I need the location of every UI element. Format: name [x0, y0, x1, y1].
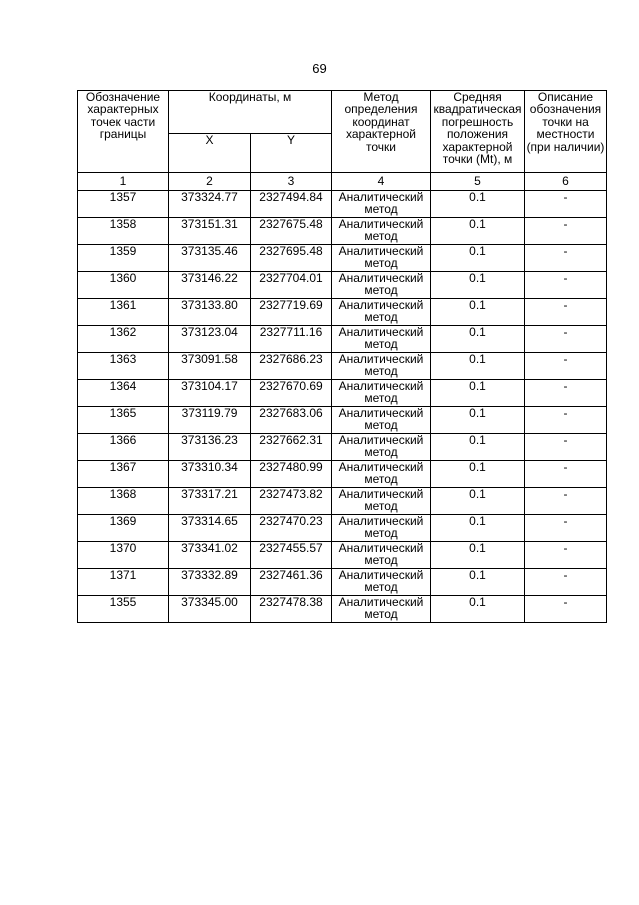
- cell-description: -: [525, 596, 607, 623]
- cell-x: 373136.23: [169, 434, 251, 461]
- cell-mt: 0.1: [431, 326, 525, 353]
- cell-point: 1365: [78, 407, 169, 434]
- cell-x: 373341.02: [169, 542, 251, 569]
- cell-description: -: [525, 569, 607, 596]
- cell-y: 2327670.69: [251, 380, 332, 407]
- cell-description: -: [525, 326, 607, 353]
- cell-description: -: [525, 353, 607, 380]
- cell-x: 373119.79: [169, 407, 251, 434]
- cell-method: Аналитический метод: [332, 434, 431, 461]
- cell-x: 373314.65: [169, 515, 251, 542]
- cell-description: -: [525, 299, 607, 326]
- cell-y: 2327455.57: [251, 542, 332, 569]
- column-number: 6: [525, 173, 607, 191]
- cell-method: Аналитический метод: [332, 353, 431, 380]
- cell-point: 1371: [78, 569, 169, 596]
- header-point-designation: Обозначение характерных точек части границы: [78, 91, 169, 173]
- table-row: [78, 461, 607, 488]
- table-row: [78, 434, 607, 461]
- cell-method: Аналитический метод: [332, 218, 431, 245]
- cell-mt: 0.1: [431, 380, 525, 407]
- cell-mt: 0.1: [431, 434, 525, 461]
- cell-mt: 0.1: [431, 488, 525, 515]
- cell-mt: 0.1: [431, 272, 525, 299]
- cell-x: 373317.21: [169, 488, 251, 515]
- cell-y: 2327686.23: [251, 353, 332, 380]
- table-row: [78, 245, 607, 272]
- table-row: [78, 218, 607, 245]
- cell-method: Аналитический метод: [332, 542, 431, 569]
- cell-point: 1359: [78, 245, 169, 272]
- cell-description: -: [525, 191, 607, 218]
- cell-point: 1360: [78, 272, 169, 299]
- cell-x: 373310.34: [169, 461, 251, 488]
- table-row: [78, 326, 607, 353]
- cell-x: 373324.77: [169, 191, 251, 218]
- cell-mt: 0.1: [431, 515, 525, 542]
- header-description: Описание обозначения точки на местности (при наличии): [525, 91, 607, 173]
- cell-description: -: [525, 515, 607, 542]
- cell-mt: 0.1: [431, 542, 525, 569]
- cell-y: 2327494.84: [251, 191, 332, 218]
- cell-x: 373135.46: [169, 245, 251, 272]
- page-number: 69: [312, 61, 327, 76]
- cell-y: 2327461.36: [251, 569, 332, 596]
- cell-point: 1368: [78, 488, 169, 515]
- cell-method: Аналитический метод: [332, 569, 431, 596]
- cell-y: 2327478.38: [251, 596, 332, 623]
- cell-y: 2327675.48: [251, 218, 332, 245]
- table-row: [78, 515, 607, 542]
- cell-mt: 0.1: [431, 407, 525, 434]
- cell-x: 373332.89: [169, 569, 251, 596]
- cell-x: 373123.04: [169, 326, 251, 353]
- cell-y: 2327470.23: [251, 515, 332, 542]
- header-method: Метод определения координат характерной точки: [332, 91, 431, 173]
- cell-description: -: [525, 245, 607, 272]
- cell-mt: 0.1: [431, 191, 525, 218]
- cell-mt: 0.1: [431, 461, 525, 488]
- cell-point: 1358: [78, 218, 169, 245]
- table-row: [78, 353, 607, 380]
- header-coordinates: Координаты, м: [169, 91, 332, 134]
- column-number: 1: [78, 173, 169, 191]
- table-row: [78, 542, 607, 569]
- cell-x: 373104.17: [169, 380, 251, 407]
- column-number: 4: [332, 173, 431, 191]
- cell-point: 1369: [78, 515, 169, 542]
- cell-description: -: [525, 461, 607, 488]
- cell-point: 1366: [78, 434, 169, 461]
- cell-y: 2327711.16: [251, 326, 332, 353]
- cell-mt: 0.1: [431, 596, 525, 623]
- cell-x: 373151.31: [169, 218, 251, 245]
- cell-y: 2327704.01: [251, 272, 332, 299]
- cell-description: -: [525, 407, 607, 434]
- cell-y: 2327719.69: [251, 299, 332, 326]
- table-row: [78, 191, 607, 218]
- cell-description: -: [525, 218, 607, 245]
- cell-x: 373146.22: [169, 272, 251, 299]
- cell-x: 373091.58: [169, 353, 251, 380]
- table-row: [78, 569, 607, 596]
- cell-method: Аналитический метод: [332, 461, 431, 488]
- cell-y: 2327473.82: [251, 488, 332, 515]
- cell-y: 2327695.48: [251, 245, 332, 272]
- cell-method: Аналитический метод: [332, 407, 431, 434]
- cell-mt: 0.1: [431, 353, 525, 380]
- cell-x: 373345.00: [169, 596, 251, 623]
- cell-method: Аналитический метод: [332, 272, 431, 299]
- boundary-points-table: [77, 90, 607, 623]
- cell-point: 1361: [78, 299, 169, 326]
- table-row: [78, 380, 607, 407]
- cell-description: -: [525, 542, 607, 569]
- cell-method: Аналитический метод: [332, 515, 431, 542]
- cell-y: 2327662.31: [251, 434, 332, 461]
- column-number: 5: [431, 173, 525, 191]
- cell-method: Аналитический метод: [332, 488, 431, 515]
- cell-y: 2327683.06: [251, 407, 332, 434]
- header-y: Y: [251, 134, 332, 173]
- cell-point: 1355: [78, 596, 169, 623]
- cell-point: 1362: [78, 326, 169, 353]
- cell-method: Аналитический метод: [332, 191, 431, 218]
- cell-method: Аналитический метод: [332, 245, 431, 272]
- cell-description: -: [525, 380, 607, 407]
- cell-point: 1370: [78, 542, 169, 569]
- cell-point: 1367: [78, 461, 169, 488]
- cell-point: 1364: [78, 380, 169, 407]
- cell-x: 373133.80: [169, 299, 251, 326]
- table-row: [78, 407, 607, 434]
- cell-mt: 0.1: [431, 299, 525, 326]
- column-numbers-row: [78, 173, 607, 191]
- cell-mt: 0.1: [431, 218, 525, 245]
- header-x: X: [169, 134, 251, 173]
- header-accuracy: Средняя квадратическая погрешность положения характерной точки (Mt), м: [431, 91, 525, 173]
- cell-method: Аналитический метод: [332, 380, 431, 407]
- table-row: [78, 596, 607, 623]
- table-row: [78, 272, 607, 299]
- table-row: [78, 299, 607, 326]
- cell-point: 1363: [78, 353, 169, 380]
- cell-description: -: [525, 434, 607, 461]
- table-body: [78, 173, 607, 623]
- cell-method: Аналитический метод: [332, 326, 431, 353]
- column-number: 3: [251, 173, 332, 191]
- cell-mt: 0.1: [431, 245, 525, 272]
- column-number: 2: [169, 173, 251, 191]
- cell-method: Аналитический метод: [332, 596, 431, 623]
- cell-description: -: [525, 272, 607, 299]
- cell-description: -: [525, 488, 607, 515]
- cell-mt: 0.1: [431, 569, 525, 596]
- table-row: [78, 488, 607, 515]
- cell-method: Аналитический метод: [332, 299, 431, 326]
- cell-point: 1357: [78, 191, 169, 218]
- cell-y: 2327480.99: [251, 461, 332, 488]
